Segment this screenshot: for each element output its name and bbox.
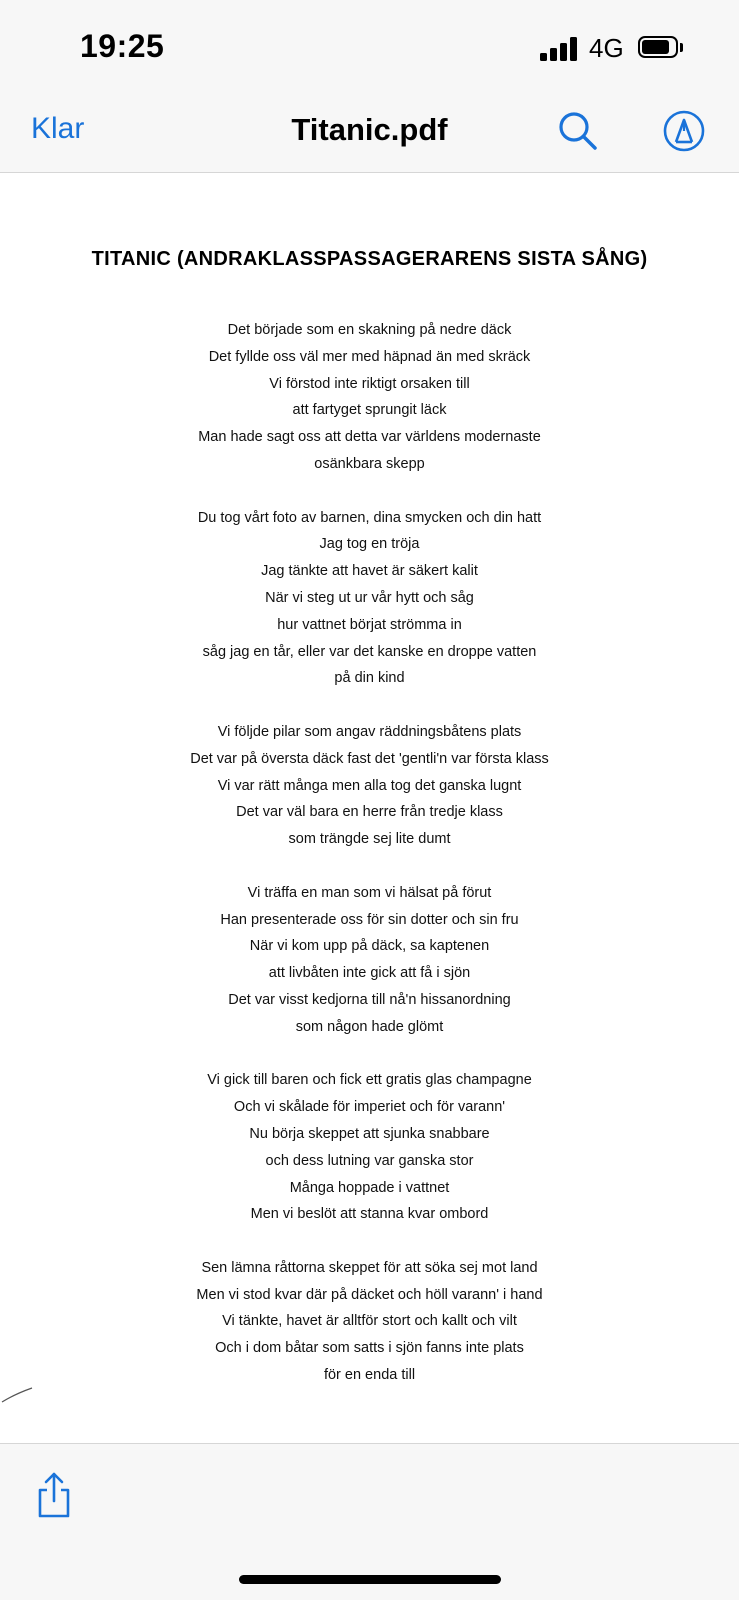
poem-stanza	[0, 1255, 739, 1389]
poem-line: för en enda till	[323, 1367, 416, 1384]
poem-line: Det fyllde oss väl mer med häpnad än med skräck	[208, 348, 531, 365]
poem-line: Det började som en skakning på nedre däck	[227, 322, 512, 338]
poem-line: på din kind	[334, 670, 405, 687]
search-icon	[556, 109, 600, 153]
poem-line: hur vattnet börjat strömma in	[277, 616, 462, 633]
poem-line: Det var på översta däck fast det 'gentli'n var första klass	[190, 750, 549, 767]
poem-line: Jag tänkte att havet är säkert kalit	[261, 563, 478, 580]
poem-line: som någon hade glömt	[295, 1018, 444, 1035]
poem-line: Vi följde pilar som angav räddningsbåtens plats	[217, 723, 522, 740]
poem-line: att fartyget sprungit läck	[292, 402, 447, 419]
poem-line: att livbåten inte gick att få i sjön	[268, 965, 471, 982]
poem-line: Och i dom båtar som satts i sjön fanns inte plats	[215, 1340, 524, 1357]
poem-title: TITANIC (ANDRAKLASSPASSAGERARENS SISTA SÅNG)	[91, 248, 648, 270]
poem-line: som trängde sej lite dumt	[288, 831, 451, 848]
poem-stanza	[0, 1067, 739, 1228]
status-time: 19:25	[80, 28, 165, 64]
poem-body	[0, 317, 739, 1416]
navigation-bar	[0, 96, 739, 173]
poem-line: Sen lämna råttorna skeppet för att söka sej mot land	[201, 1259, 538, 1276]
poem-line: Vi förstod inte riktigt orsaken till	[269, 375, 470, 392]
poem-line: När vi kom upp på däck, sa kaptenen	[249, 938, 490, 955]
poem-line: Det var visst kedjorna till nå'n hissanordning	[228, 991, 511, 1008]
markup-pen-icon	[662, 109, 706, 153]
network-type: 4G	[589, 33, 624, 63]
poem-stanza	[0, 317, 739, 478]
done-button[interactable]: Klar	[31, 112, 85, 145]
home-indicator	[239, 1575, 501, 1584]
poem-line: När vi steg ut ur vår hytt och såg	[265, 589, 474, 606]
poem-line: Många hoppade i vattnet	[289, 1179, 450, 1196]
poem-line: Vi var rätt många men alla tog det ganska lugnt	[217, 777, 522, 794]
poem-line: Han presenterade oss för sin dotter och sin fru	[220, 911, 519, 928]
poem-line: Man hade sagt oss att detta var världens modernaste	[198, 429, 541, 446]
pdf-page	[0, 173, 739, 1443]
poem-line: Men vi beslöt att stanna kvar ombord	[250, 1206, 489, 1223]
share-button[interactable]	[34, 1470, 74, 1520]
markup-button[interactable]	[662, 109, 706, 153]
poem-line: Vi tänkte, havet är alltför stort och kallt och vilt	[222, 1313, 517, 1330]
poem-line: såg jag en tår, eller var det kanske en droppe vatten	[202, 643, 537, 660]
poem-line: och dess lutning var ganska stor	[265, 1152, 474, 1169]
stray-pen-mark	[0, 1378, 40, 1408]
poem-line: Det var väl bara en herre från tredje klass	[236, 804, 503, 821]
document-title: Titanic.pdf	[291, 112, 448, 147]
status-bar	[0, 0, 739, 96]
battery-icon	[638, 36, 684, 62]
share-icon	[34, 1470, 74, 1520]
poem-line: osänkbara skepp	[314, 455, 425, 472]
search-button[interactable]	[556, 109, 600, 153]
poem-line: Vi gick till baren och fick ett gratis glas champagne	[207, 1072, 532, 1089]
poem-line: Jag tog en tröja	[319, 536, 420, 553]
cellular-signal-icon	[540, 37, 580, 61]
poem-line: Och vi skålade för imperiet och för varann'	[233, 1099, 506, 1116]
poem-stanza	[0, 880, 739, 1041]
poem-stanza	[0, 505, 739, 693]
poem-line: Nu börja skeppet att sjunka snabbare	[249, 1125, 490, 1142]
poem-stanza	[0, 719, 739, 853]
poem-line: Du tog vårt foto av barnen, dina smycken och din hatt	[197, 509, 542, 526]
bottom-toolbar	[0, 1443, 739, 1600]
poem-line: Men vi stod kvar där på däcket och höll varann' i hand	[196, 1286, 543, 1303]
poem-line: Vi träffa en man som vi hälsat på förut	[247, 884, 492, 901]
